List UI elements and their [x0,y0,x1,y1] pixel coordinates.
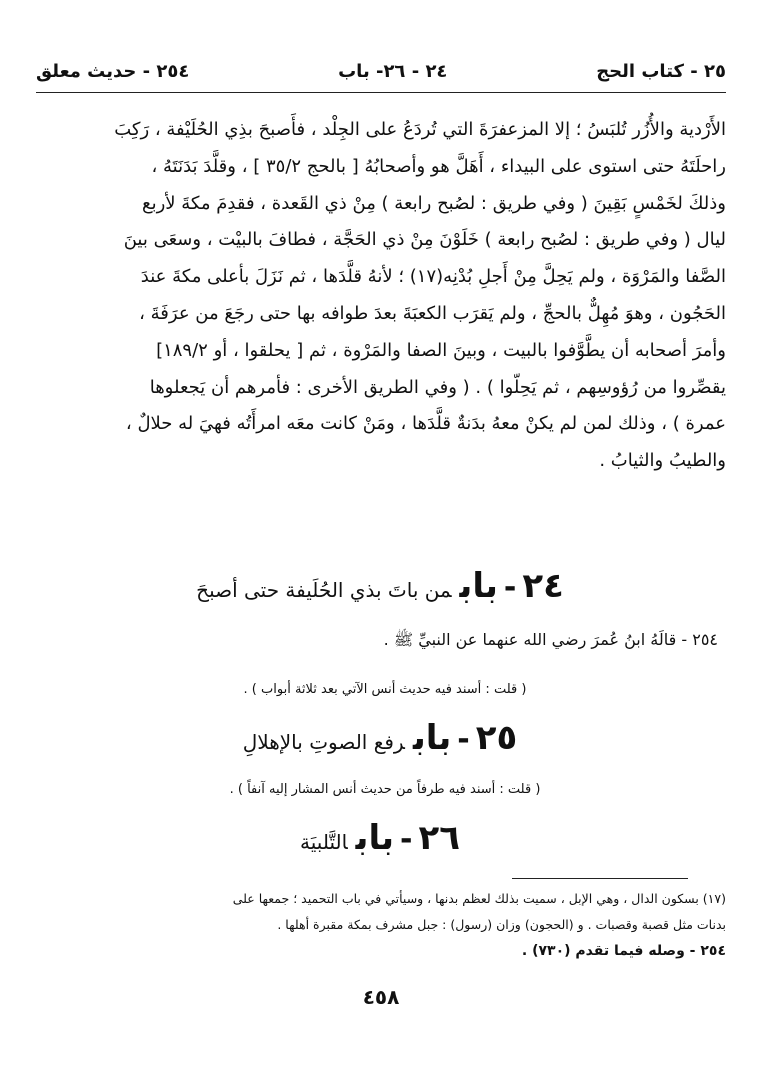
chapter-number: ٢٤ [522,566,564,606]
footnote-divider [512,878,688,879]
text-line: عمرة ) ، وذلك لمن لم يكنْ معهُ بدَنةٌ قلَّدَها ، ومَنْ كانت معَه امرأَتُه فهيَ له حلالٌ ، [125,413,726,435]
chapter-number: ٢٥ [475,718,518,758]
chapter-word: باب [459,566,498,606]
header-chapter-range: ٢٤ - ٢٦- باب [338,60,448,82]
text-line: الأَرْدية والأُزُر تُلبَسُ ؛ إلا المزعفرَةَ التي تُردَعُ على الجِلْد ، فأَصبحَ بذِي الحُلَيْفة ، رَكِبَ [114,119,726,140]
header-divider [36,92,726,93]
hadith-254: ٢٥٤ - قالَهُ ابنُ عُمرَ رضي الله عنهما عن النبيِّ ﷺ . [383,630,718,649]
chapter-title: التَّلبيَة [300,830,348,854]
text-line: راحلَتَهُ حتى استوى على البيداء ، أَهَلَّ هو وأصحابُهُ [ بالحج ٣٥/٢ ] ، وقلَّدَ بَدَنَتَهُ ، [151,155,726,177]
chapter-heading-24: ٢٤-بابمن باتَ بذي الحُلَيفة حتى أصبحَ [196,566,564,606]
chapter-title: من باتَ بذي الحُلَيفة حتى أصبحَ [196,578,452,602]
main-text [36,112,726,480]
chapter-number: ٢٦ [418,818,460,858]
footnote-17-line: (١٧) بسكون الدال ، وهي الإبل ، سميت بذلك لعظم بدنها ، وسيأتي في باب التحميد ؛ جمعها على [232,891,726,906]
text-line: وأمرَ أصحابه أن يطَّوَّفوا بالبيت ، وبينَ الصفا والمَرْوة ، ثم [ يحلقوا ، أو ١٨٩/٢] [156,339,726,361]
chapter-heading-25: ٢٥-بابرفع الصوتِ بالإهلالِ [242,718,518,758]
text-line: وذلكَ لخَمْسٍ بَقِينَ ( وفي طريق : لصُبح رابعة ) مِنْ ذي القَعدة ، فقدِمَ مكةَ لأربع [142,192,726,214]
editor-note: ( قلت : أسند فيه طرفاً من حديث أنس المشار إليه آنفاً ) . [229,782,541,797]
chapter-word: باب [355,818,394,858]
footnote-254: ٢٥٤ - وصله فيما تقدم (٧٣٠) . [521,943,726,959]
footnote-17-line: بدنات مثل قصبة وقصبات . و (الحجون) وزان (رسول) : جبل مشرف بمكة مقبرة أهلها . [277,917,726,932]
chapter-heading-26: ٢٦-بابالتَّلبيَة [300,818,460,858]
text-line: يقصِّروا من رُؤوسِهم ، ثم يَحِلّوا ) . ( وفي الطريق الأخرى : فأمرهم أن يَجعلوها [149,376,726,398]
chapter-word: باب [412,718,452,758]
text-line: الصَّفا والمَرْوَة ، ولم يَحِلَّ مِنْ أَجلِ بُدْنِه(١٧) ؛ لأنهُ قلَّدَها ، ثم نَزَلَ بأعلى مكةَ عندَ [140,266,726,288]
running-header [36,56,726,86]
chapter-title: رفع الصوتِ بالإهلالِ [242,730,405,754]
page-number: ٤٥٨ [362,985,400,1009]
header-book-title: ٢٥ - كتاب الحج [596,60,726,82]
header-hadith-ref: ٢٥٤ - حديث معلق [36,60,190,82]
editor-note: ( قلت : أسند فيه حديث أنس الآتي بعد ثلاثة أبواب ) . [243,682,527,697]
text-line: الحَجُون ، وهوَ مُهِلٌّ بالحجِّ ، ولم يَقرَب الكعبَةَ بعدَ طوافه بها حتى رجَعَ من عرَفَةَ ، [139,302,726,324]
text-line: والطيبُ والثيابُ . [599,450,726,472]
text-line: ليال ( وفي طريق : لصُبح رابعة ) خَلَوْنَ مِنْ ذي الحَجَّة ، فطافَ بالبيْت ، وسعَى بينَ [123,229,726,251]
footnotes [36,886,726,964]
